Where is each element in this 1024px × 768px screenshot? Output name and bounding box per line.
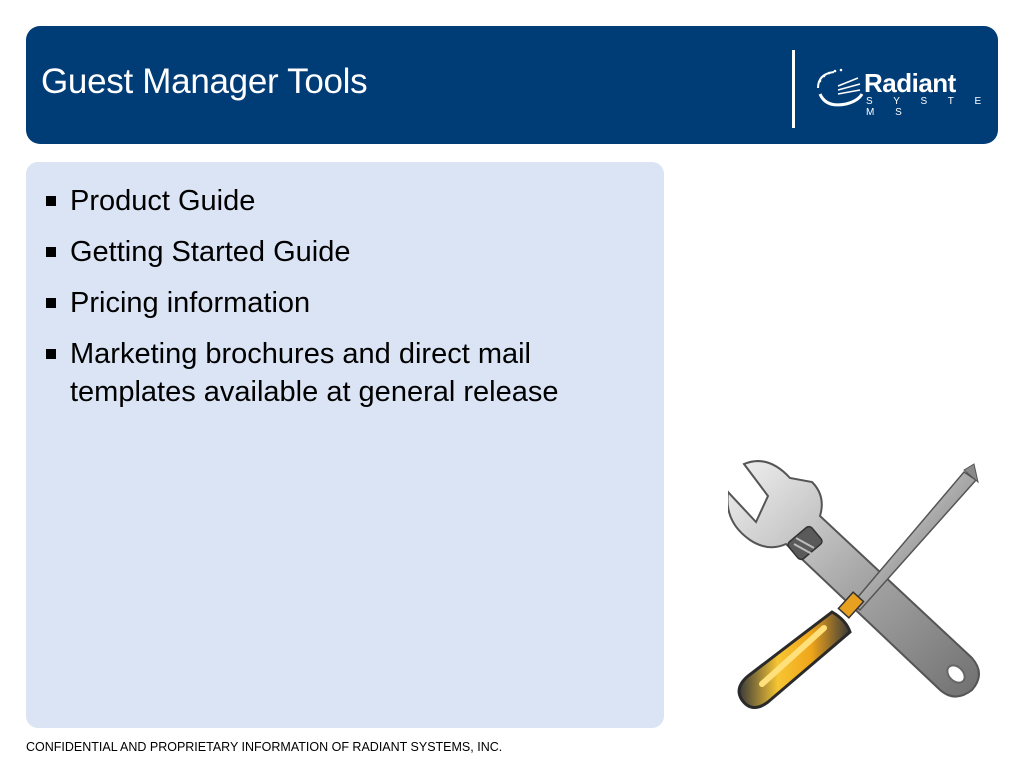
bullet-list [46,182,646,424]
wrench-and-screwdriver-icon [728,452,998,732]
page-title: Guest Manager Tools [41,62,368,101]
radiant-logo [812,64,992,118]
content-panel [26,162,664,728]
bullet-text: Product Guide [70,185,256,217]
list-item [46,335,646,411]
bullet-text: Getting Started Guide [70,236,351,268]
logo-subtext: S Y S T E M S [866,96,991,118]
bullet-text: Pricing information [70,287,311,319]
bullet-square-icon [46,349,56,359]
header-banner [26,26,998,144]
list-item [46,233,646,271]
bullet-text: Marketing brochures and direct mail templates available at general release [70,338,559,408]
bullet-square-icon [46,298,56,308]
list-item [46,182,646,220]
header-divider [792,50,795,128]
radiant-swoosh-icon [812,64,864,112]
bullet-square-icon [46,196,56,206]
bullet-square-icon [46,247,56,257]
confidentiality-footer: CONFIDENTIAL AND PROPRIETARY INFORMATION OF RADIANT SYSTEMS, INC. [26,740,503,754]
logo-wordmark: Radiant [864,68,956,98]
list-item [46,284,646,322]
